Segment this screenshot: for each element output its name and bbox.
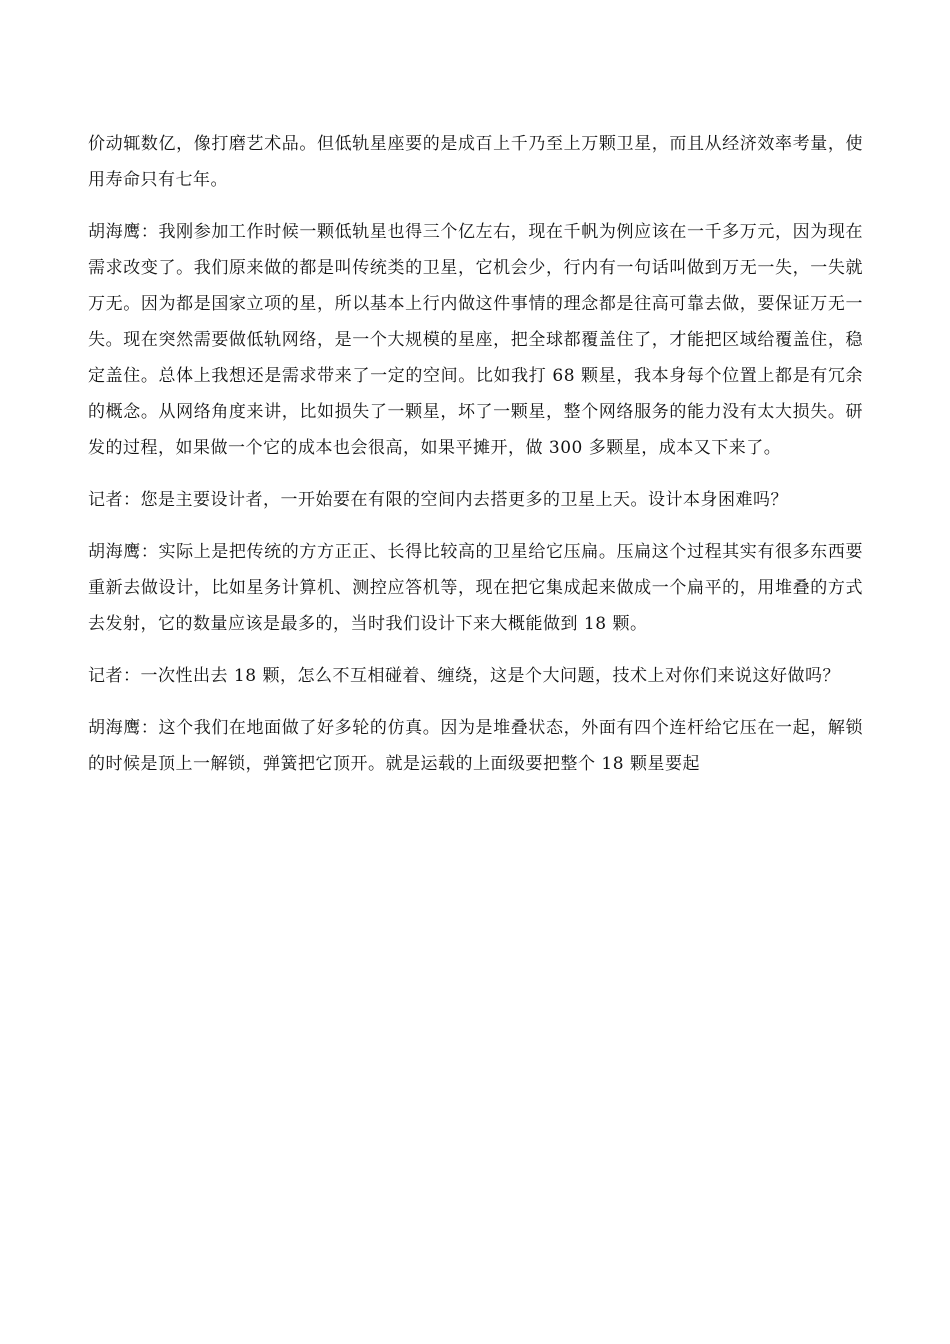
paragraph-continuation: 价动辄数亿，像打磨艺术品。但低轨星座要的是成百上千乃至上万颗卫星，而且从经济效率考量，使用寿命只有七年。 <box>88 134 863 190</box>
paragraph-answer-cost: 胡海鹰：我刚参加工作时候一颗低轨星也得三个亿左右，现在千帆为例应该在一千多万元，因为现在需求改变了。我们原来做的都是叫传统类的卫星，它机会少，行内有一句话叫做到万无一失，一失就万无。因为都是国家立项的星，所以基本上行内做这件事情的理念都是往高可靠去做，要保证万无一失。现在突然需要做低轨网络，是一个大规模的星座，把全球都覆盖住了，才能把区域给覆盖住，稳定盖住。总体上我想还是需求带来了一定的空间。比如我打 68 颗星，我本身每个位置上都是有冗余的概念。从网络角度来讲，比如损失了一颗星，坏了一颗星，整个网络服务的能力没有太大损失。研发的过程，如果做一个它的成本也会很高，如果平摊开，做 300 多颗星，成本又下来了。 <box>88 222 863 458</box>
paragraph-question-deploy: 记者：一次性出去 18 颗，怎么不互相碰着、缠绕，这是个大问题，技术上对你们来说这好做吗？ <box>88 666 840 686</box>
article-body <box>88 126 863 798</box>
paragraph-answer-design: 胡海鹰：实际上是把传统的方方正正、长得比较高的卫星给它压扁。压扁这个过程其实有很多东西要重新去做设计，比如星务计算机、测控应答机等，现在把它集成起来做成一个扁平的，用堆叠的方式去发射，它的数量应该是最多的，当时我们设计下来大概能做到 18 颗。 <box>88 542 863 634</box>
paragraph-answer-deploy: 胡海鹰：这个我们在地面做了好多轮的仿真。因为是堆叠状态，外面有四个连杆给它压在一起，解锁的时候是顶上一解锁，弹簧把它顶开。就是运载的上面级要把整个 18 颗星要起 <box>88 718 863 774</box>
paragraph-question-design: 记者：您是主要设计者，一开始要在有限的空间内去搭更多的卫星上天。设计本身困难吗？ <box>88 490 788 510</box>
